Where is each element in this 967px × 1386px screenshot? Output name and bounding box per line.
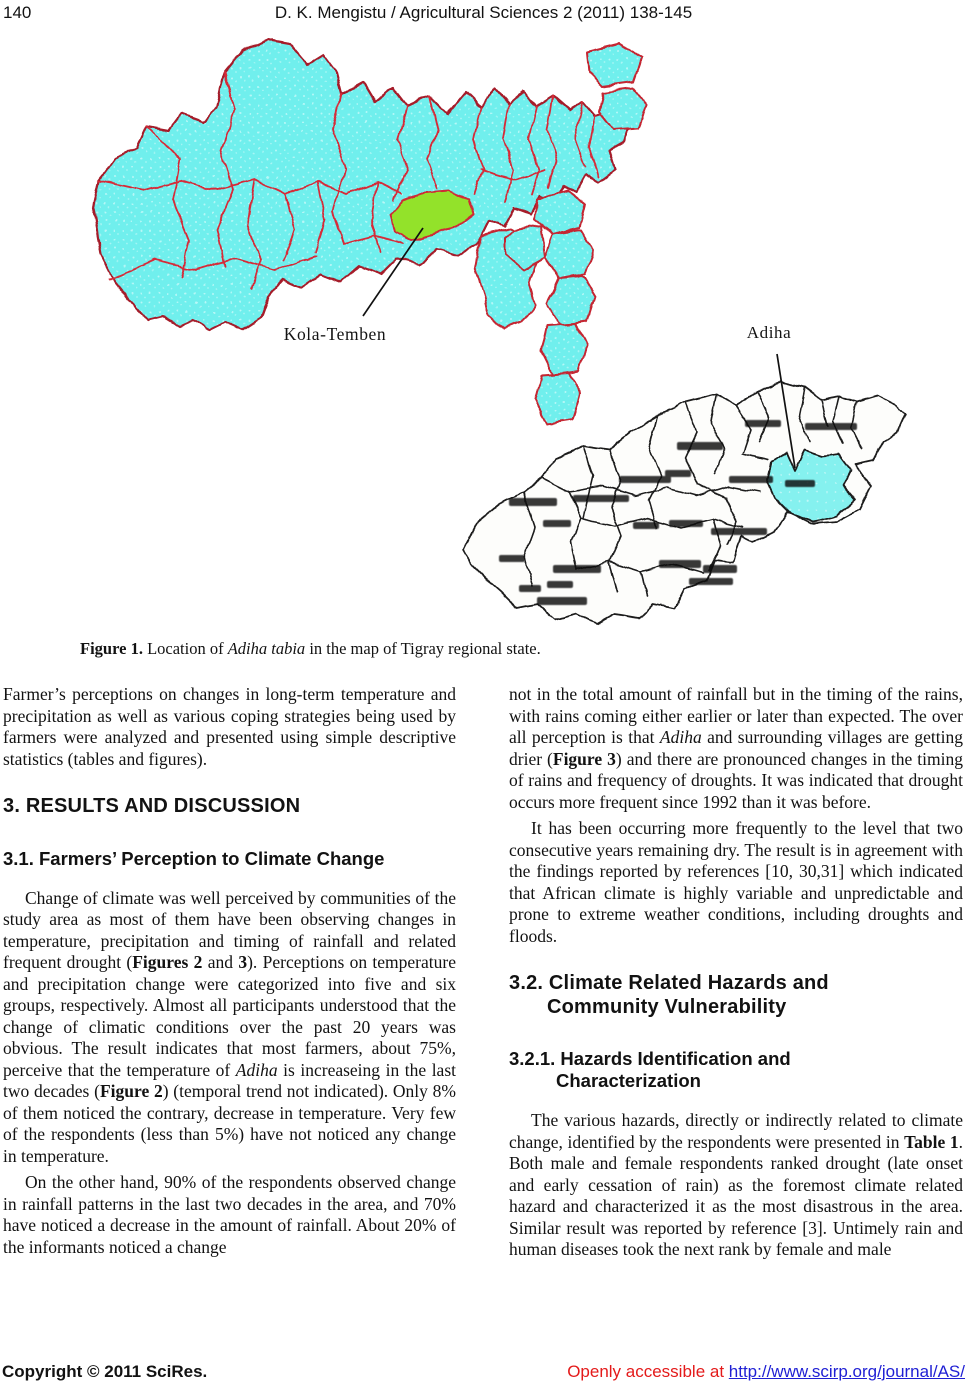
adiha-label: Adiha xyxy=(746,323,792,342)
tigray-main-landmass xyxy=(93,40,629,330)
paragraph: The various hazards, directly or indirectly related to climate change, identified by the respondents were presented in Table 1. Both male and female respondents ranked drought (late onset and early cessation of rain) as the foremost climate related hazard and characterized it as the most disastrous in the area. Similar result was reported by reference [3]. Untimely rain and human diseases took the next rank by female and male xyxy=(509,1110,963,1259)
access-note-text: Openly accessible at xyxy=(567,1362,729,1381)
figure-1-map-svg xyxy=(85,30,965,632)
running-head: D. K. Mengistu / Agricultural Sciences 2 (2011) 138-145 xyxy=(274,3,693,22)
paragraph: not in the total amount of rainfall but in the timing of the rains, with rains coming either earlier or later than expected. The over all perception is that Adiha and surrounding villages are getting drier (Figure 3) and there are pronounced changes in the timing of rains and frequency of droughts. It was indicated that drought occurs more frequent since 1992 than it was before. xyxy=(509,684,964,812)
copyright-notice: Copyright © 2011 SciRes. xyxy=(2,1362,208,1381)
figure-1-caption: Figure 1. Location of Adiha tabia in the map of Tigray regional state. xyxy=(80,639,541,658)
subsection-heading: 3.2.1. Hazards Identification and Characterization xyxy=(509,1048,791,1091)
subsection-heading: 3.1. Farmers’ Perception to Climate Change xyxy=(3,847,385,869)
page-number: 140 xyxy=(3,3,32,22)
tigray-region-map xyxy=(93,40,647,424)
paragraph: On the other hand, 90% of the respondents observed change in rainfall patterns in the last two decades in the area, and 70% have noticed a decrease in the amount of rainfall. About 20% of the informants noticed a change xyxy=(3,1172,456,1257)
page-footer xyxy=(0,1362,967,1384)
kola-temben-label: Kola-Temben xyxy=(283,324,387,344)
paragraph: It has been occurring more frequently to the level that two consecutive years remaining dry. The result is in agreement with the findings reported by references [10, 30,31] which indicated that African climate is highly variable and unpredictable and prone to extreme weather conditions, including droughts and floods. xyxy=(509,818,963,946)
access-note xyxy=(567,1362,965,1382)
section-heading: 3. RESULTS AND DISCUSSION xyxy=(3,795,301,817)
journal-link[interactable]: http://www.scirp.org/journal/AS/ xyxy=(728,1362,965,1381)
paragraph: Change of climate was well perceived by communities of the study area as most of them have been observing changes in temperature, precipitation and timing of rainfall and related frequent drought (Figures 2 and 3). Perceptions on temperature and precipitation change were categorized into five and six groups, respectively. Almost all participants understood that the change of climatic conditions over the past 20 years was obvious. The result indicates that most farmers, about 75%, perceive that the temperature of Adiha is increaseing in the last two decades (Figure 2) (temporal trend not indicated). Only 8% of them noticed the contrary, decrease in temperature. Very few of the respondents (less than 5%) have not noticed any change in temperature. xyxy=(3,887,456,1166)
paragraph: Farmer’s perceptions on changes in long-term temperature and precipitation as well as various coping strategies being used by farmers were analyzed and presented using simple descriptive statistics (tables and figures). xyxy=(3,684,456,769)
section-heading: 3.2. Climate Related Hazards and Community Vulnerability xyxy=(509,972,829,1018)
article-left-column xyxy=(3,684,456,1258)
figure-1-image xyxy=(85,30,965,632)
article-right-column xyxy=(509,684,963,1261)
page-header xyxy=(0,3,967,25)
